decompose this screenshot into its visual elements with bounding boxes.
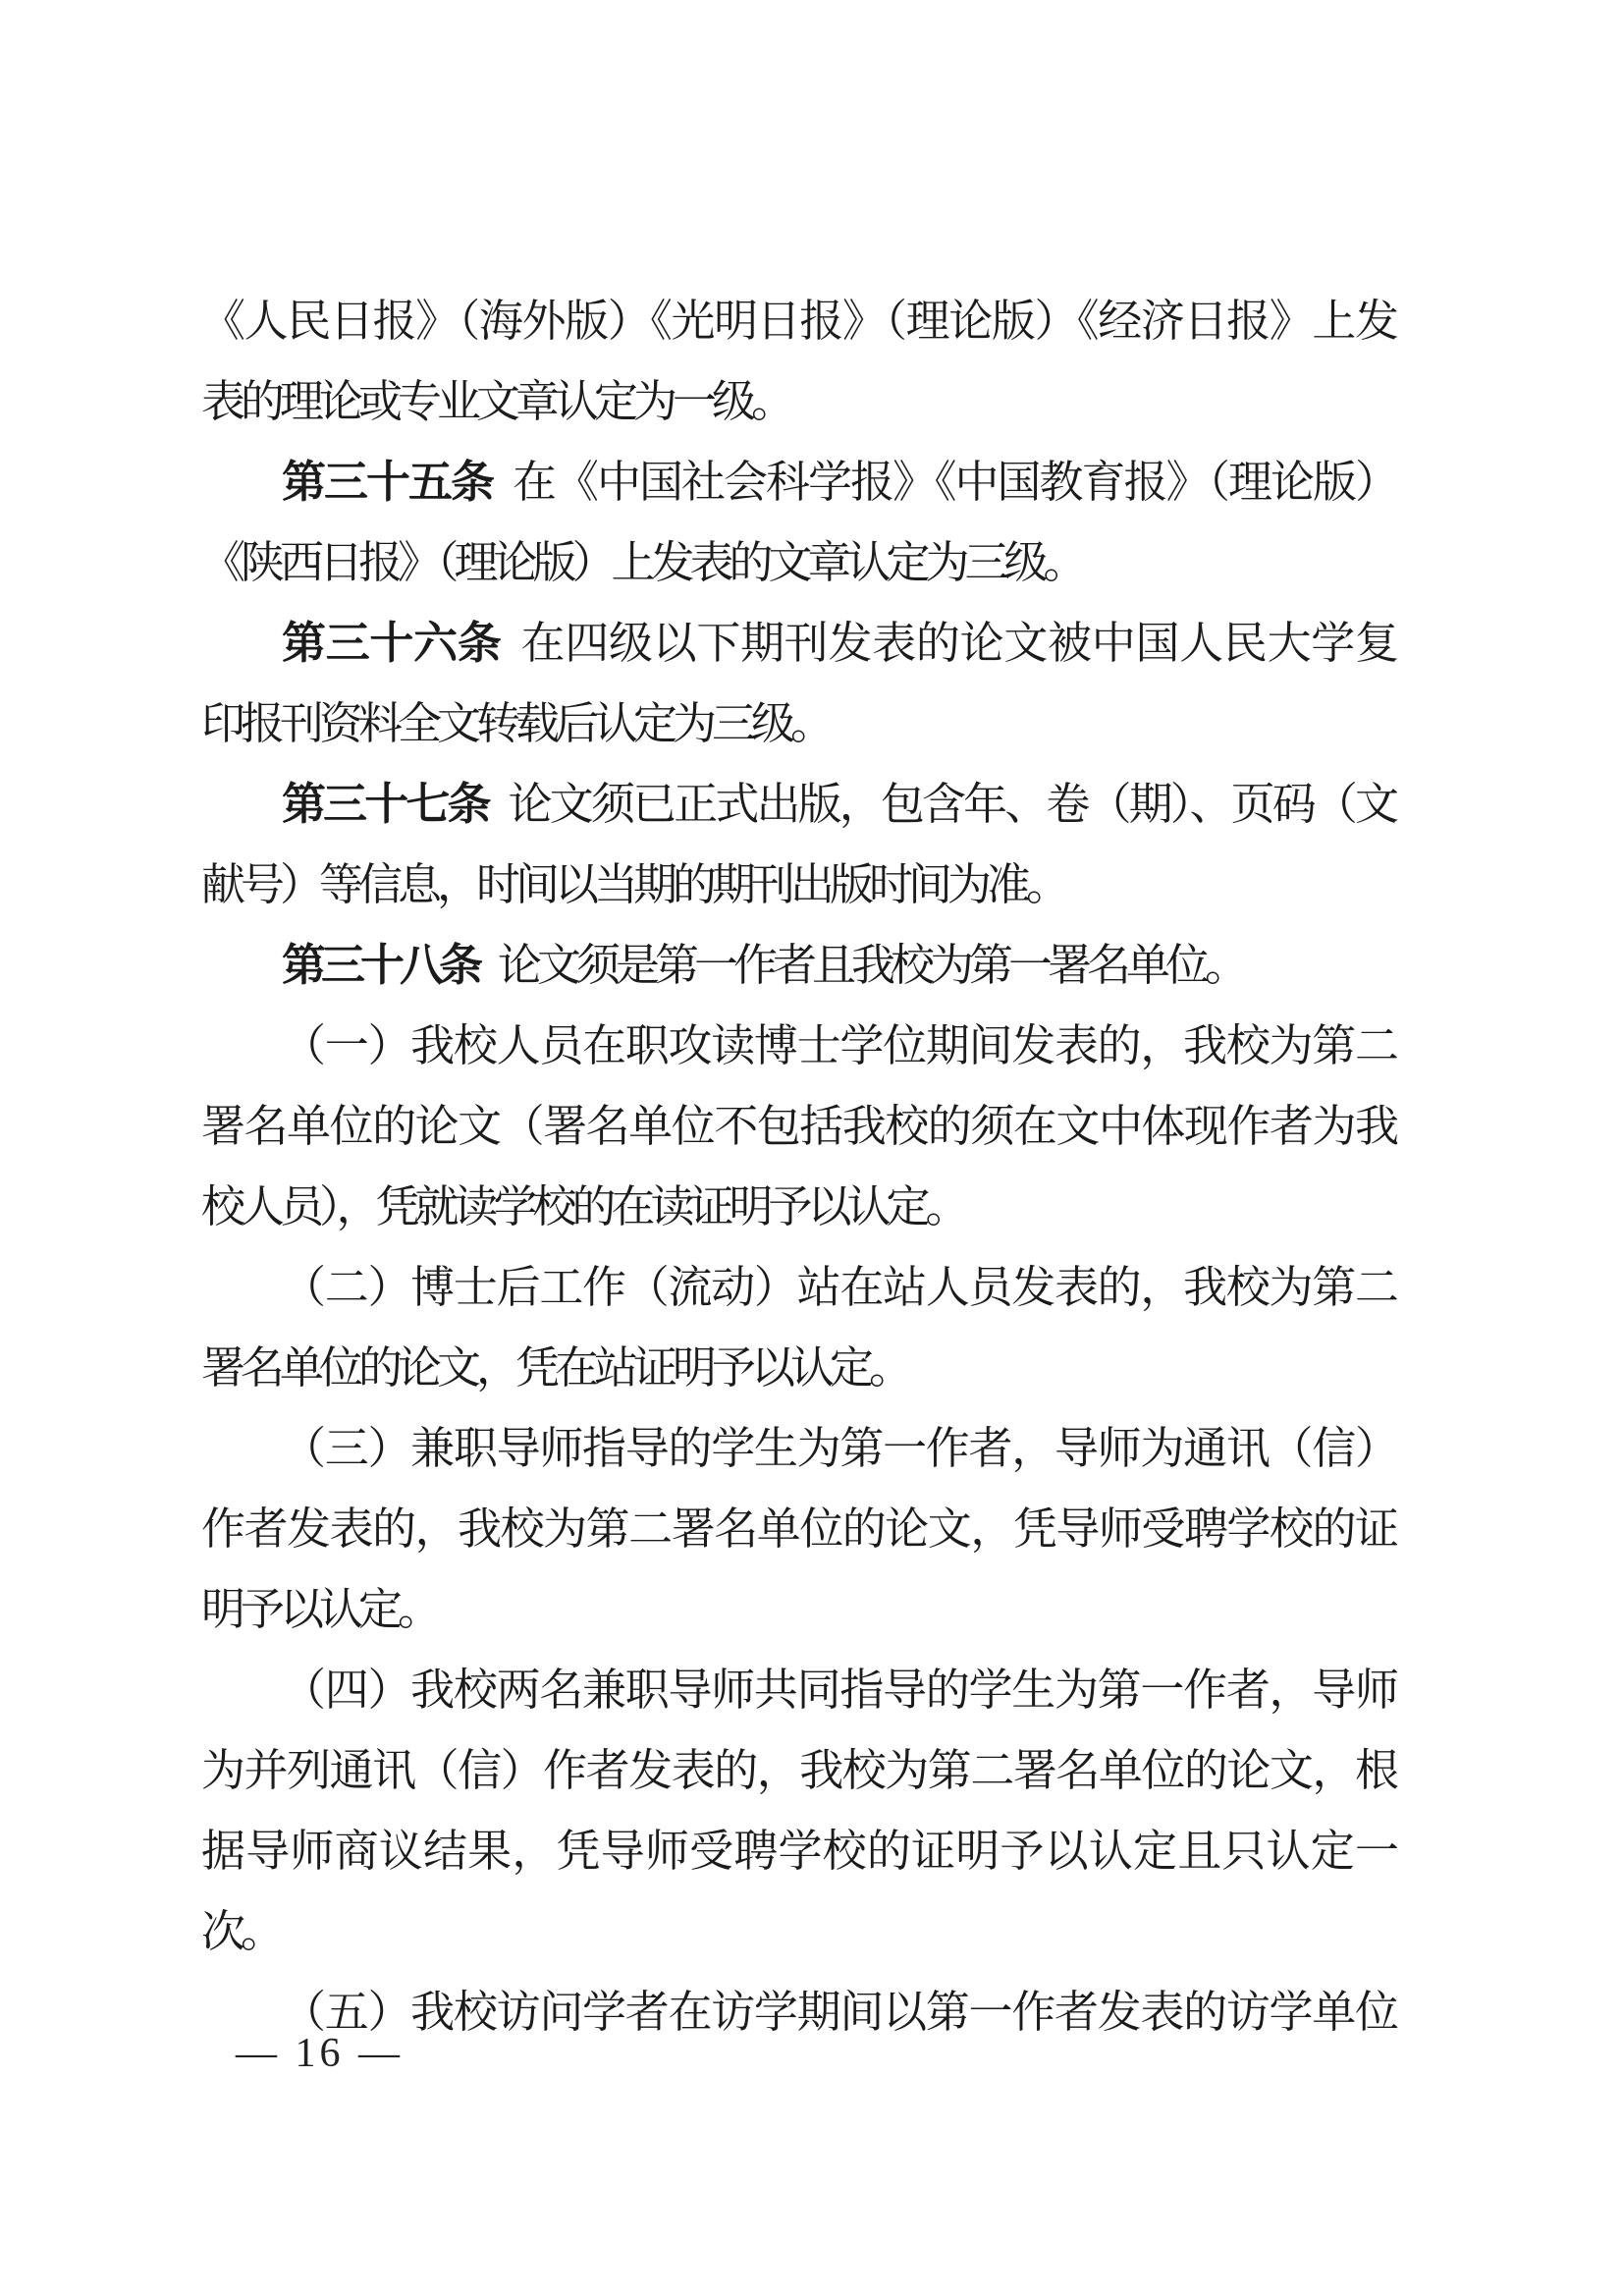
- text-line: 献号）等信息，时间以当期的期刊出版时间为准。: [201, 860, 1066, 909]
- text-line: 次。: [201, 1907, 281, 1956]
- text-line: 表的理论或专业文章认定为一级。: [201, 377, 791, 426]
- text-line: 《人民日报》（海外版）《光明日报》（理论版）《经济日报》上发: [201, 297, 1394, 346]
- text-line: 据导师商议结果，凭导师受聘学校的证明予以认定且只认定一: [201, 1827, 1394, 1876]
- article-number: 第三十五条: [282, 458, 493, 507]
- text-line: 校人员），凭就读学校的在读证明予以认定。: [201, 1182, 965, 1231]
- article-number: 第三十七条: [282, 780, 489, 829]
- text-line: （四）我校两名兼职导师共同指导的学生为第一作者，导师: [282, 1666, 1394, 1715]
- text-line: 第三十八条 论文须是第一作者且我校为第一署名单位。: [282, 941, 1245, 990]
- text-line: 第三十五条 在《中国社会科学报》《中国教育报》（理论版）: [282, 458, 1394, 507]
- text-line: 为并列通讯（信）作者发表的，我校为第二署名单位的论文，根: [201, 1746, 1394, 1795]
- document-text: [201, 281, 1394, 2052]
- text-line: （二）博士后工作（流动）站在站人员发表的，我校为第二: [282, 1263, 1394, 1312]
- text-line: 《陕西日报》（理论版）上发表的文章认定为三级。: [201, 538, 1083, 587]
- text-line: 第三十六条 在四级以下期刊发表的论文被中国人民大学复: [282, 619, 1394, 668]
- text-line: （一）我校人员在职攻读博士学位期间发表的，我校为第二: [282, 1021, 1394, 1070]
- text-line: （五）我校访问学者在访学期间以第一作者发表的访学单位: [282, 1988, 1394, 2037]
- article-number: 第三十六条: [282, 619, 502, 668]
- page-number-footer: — 16 —: [236, 2031, 404, 2076]
- text-line: 印报刊资料全文转载后认定为三级。: [201, 699, 831, 748]
- text-line: 作者发表的，我校为第二署名单位的论文，凭导师受聘学校的证: [201, 1504, 1394, 1554]
- article-number: 第三十八条: [282, 941, 479, 990]
- text-line: （三）兼职导师指导的学生为第一作者，导师为通讯（信）: [282, 1424, 1394, 1473]
- text-line: 署名单位的论文，凭在站证明予以认定。: [201, 1343, 909, 1393]
- text-line: 明予以认定。: [201, 1585, 438, 1634]
- text-line: 署名单位的论文（署名单位不包括我校的须在文中体现作者为我: [201, 1102, 1394, 1151]
- text-line: 第三十七条 论文须已正式出版，包含年、卷（期）、页码（文: [282, 780, 1394, 829]
